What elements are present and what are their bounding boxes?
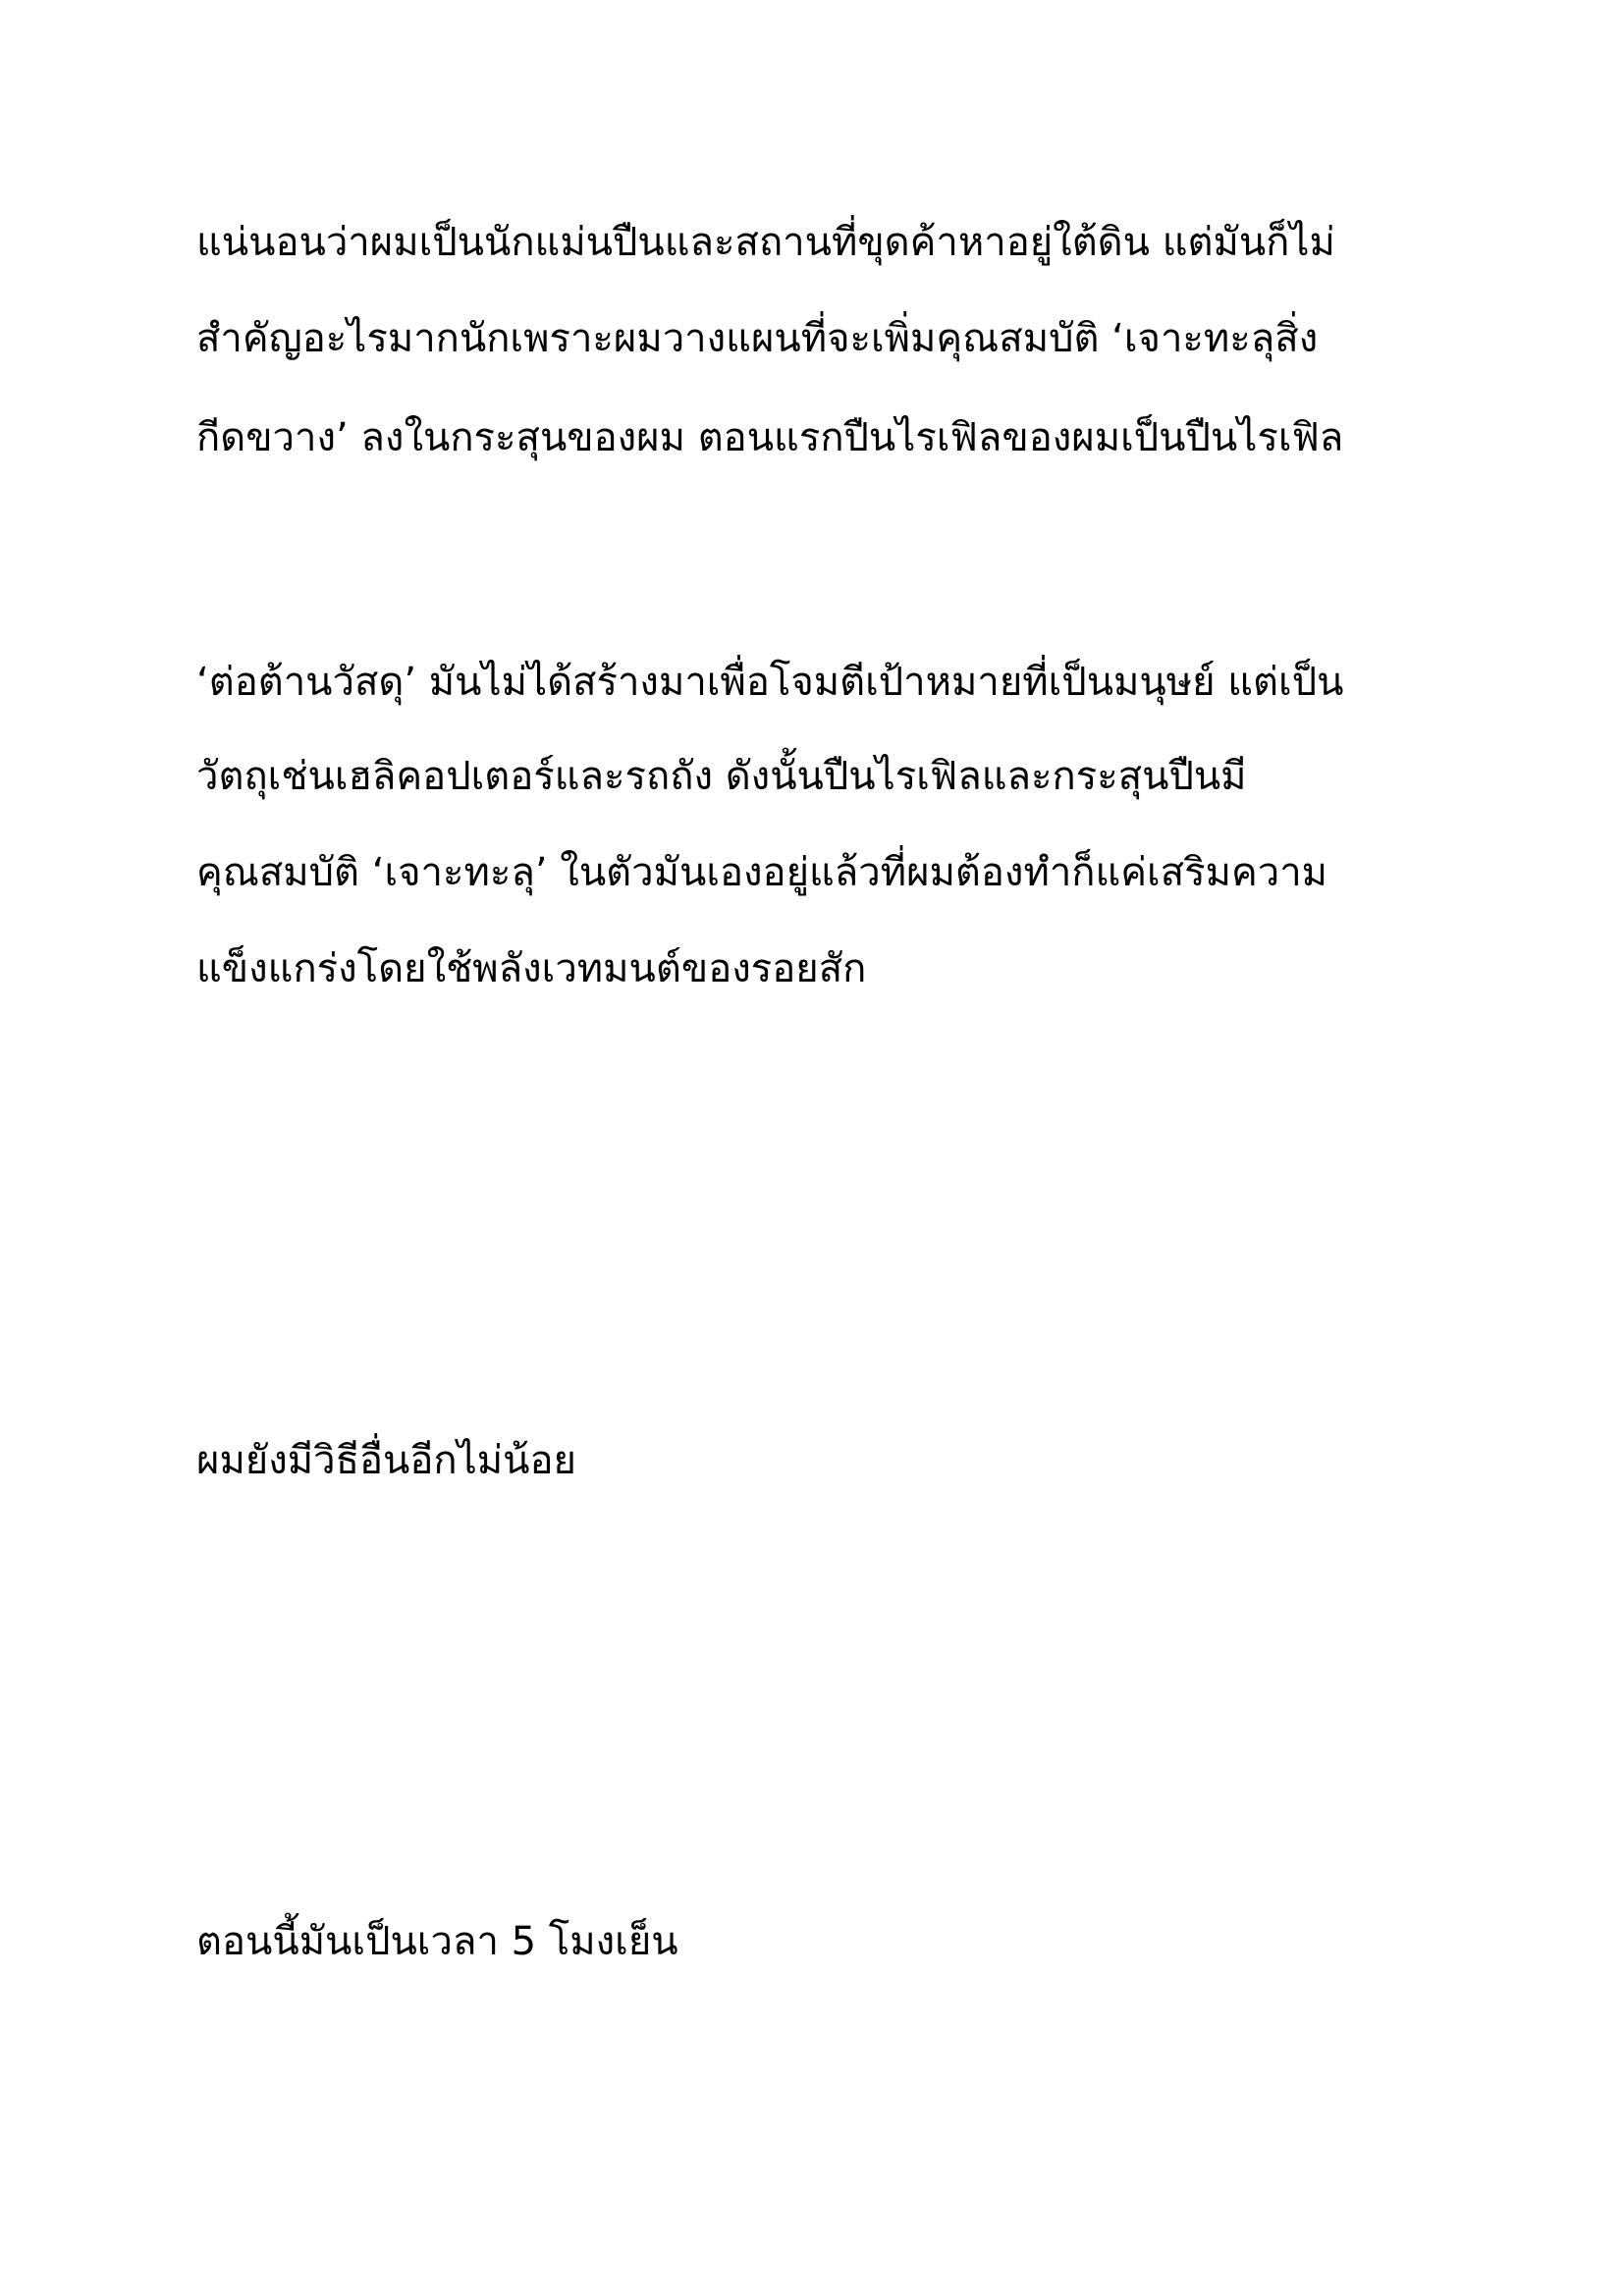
text-line: คุณสมบัติ ‘เจาะทะลุ’ ในตัวมันเองอยู่แล้วที่ผมต้องทำก็แค่เสริมความ xyxy=(196,850,1328,895)
text-line: ตอนนี้มันเป็นเวลา 5 โมงเย็น xyxy=(196,1919,678,1964)
text-line: กีดขวาง’ ลงในกระสุนของผม ตอนแรกปืนไรเฟิลของผมเป็นปืนไรเฟิล xyxy=(196,415,1344,460)
text-line: ผมยังมีวิธีอื่นอีกไม่น้อย xyxy=(196,1438,576,1483)
text-line: สำคัญอะไรมากนักเพราะผมวางแผนที่จะเพิ่มคุณสมบัติ ‘เจาะทะลุสิ่ง xyxy=(196,316,1319,361)
text-line: แน่นอนว่าผมเป็นนักแม่นปืนและสถานที่ขุดค้าหาอยู่ใต้ดิน แต่มันก็ไม่ xyxy=(196,220,1335,265)
text-line: แข็งแกร่งโดยใช้พลังเวทมนต์ของรอยสัก xyxy=(196,946,867,991)
text-line: วัตถุเช่นเฮลิคอปเตอร์และรถถัง ดังนั้นปืนไรเฟิลและกระสุนปืนมี xyxy=(196,754,1247,799)
text-line: ‘ต่อต้านวัสดุ’ มันไม่ได้สร้างมาเพื่อโจมตีเป้าหมายที่เป็นมนุษย์ แต่เป็น xyxy=(196,660,1344,705)
